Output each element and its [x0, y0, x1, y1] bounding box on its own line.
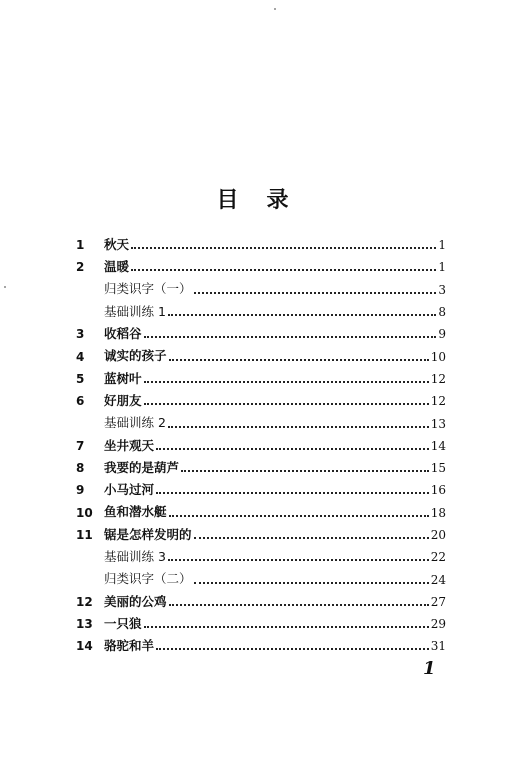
toc-entry-page: 1	[438, 238, 446, 253]
dot-leader	[156, 448, 429, 450]
toc-entry	[104, 551, 446, 564]
toc-entry-page: 9	[438, 327, 446, 342]
toc-entry-page: 10	[430, 349, 446, 364]
dot-leader	[168, 559, 429, 561]
toc-entry-page: 15	[430, 461, 446, 476]
toc-entry-number: 4	[76, 349, 85, 364]
toc-entry-page: 14	[430, 438, 446, 453]
toc-entry-page: 3	[438, 282, 446, 297]
page-number: 1	[423, 658, 436, 679]
toc-entry	[104, 573, 446, 586]
toc-entry-title: 基础训练 1	[104, 303, 166, 319]
toc-entry-page: 13	[430, 416, 446, 431]
toc-row[interactable]	[76, 457, 446, 479]
toc-row[interactable]	[76, 502, 446, 524]
toc-entry-page: 31	[430, 639, 446, 654]
toc-entry-title: 归类识字（一）	[104, 281, 192, 297]
toc-row[interactable]	[76, 256, 446, 278]
dot-leader	[131, 269, 436, 271]
toc-entry	[104, 437, 446, 453]
toc-entry-title: 锯是怎样发明的	[104, 526, 192, 542]
toc-entry-title: 坐井观天	[104, 437, 155, 453]
toc-entry-page: 16	[430, 483, 446, 498]
toc-entry-number: 5	[76, 371, 85, 386]
toc-entry-page: 20	[430, 528, 446, 542]
toc-entry-number: 14	[76, 639, 93, 654]
toc-row[interactable]	[76, 591, 446, 613]
toc-entry-title: 基础训练 3	[104, 549, 166, 565]
toc-row[interactable]	[76, 301, 446, 323]
toc-entry-page: 12	[430, 394, 446, 409]
toc-entry-page: 1	[438, 260, 446, 275]
toc-entry-title: 秋天	[104, 236, 130, 252]
toc-entry	[104, 370, 446, 386]
toc-entry-title: 温暖	[104, 259, 130, 275]
toc-row[interactable]	[76, 635, 446, 657]
toc-entry	[104, 506, 446, 519]
dot-leader	[156, 492, 429, 494]
toc-entry-title: 骆驼和羊	[104, 638, 155, 654]
dot-leader	[194, 582, 429, 584]
toc-entry-title: 美丽的公鸡	[104, 593, 167, 609]
toc-entry	[104, 593, 446, 609]
dot-leader	[169, 604, 429, 606]
toc-row[interactable]	[76, 345, 446, 367]
scan-speck	[274, 8, 276, 10]
toc-entry-page: 22	[430, 550, 446, 565]
toc-entry	[104, 640, 446, 653]
table-of-contents	[76, 234, 446, 658]
toc-entry	[104, 283, 446, 296]
toc-entry	[104, 261, 446, 274]
toc-row[interactable]	[76, 479, 446, 501]
toc-entry-page: 12	[430, 371, 446, 386]
dot-leader	[168, 314, 436, 316]
toc-row[interactable]	[76, 412, 446, 434]
toc-entry-number: 13	[76, 617, 93, 632]
toc-row[interactable]	[76, 568, 446, 590]
toc-entry-number: 12	[76, 594, 93, 609]
toc-entry	[104, 328, 446, 341]
page-title: 目录	[216, 188, 317, 213]
toc-entry-page: 18	[430, 505, 446, 520]
toc-row[interactable]	[76, 546, 446, 568]
scan-speck	[4, 286, 6, 288]
dot-leader	[144, 336, 437, 338]
toc-entry	[104, 484, 446, 497]
toc-row[interactable]	[76, 279, 446, 301]
toc-entry-page: 24	[430, 572, 446, 587]
toc-entry	[104, 303, 446, 320]
toc-entry	[104, 615, 446, 632]
toc-row[interactable]	[76, 323, 446, 345]
toc-entry-title: 诚实的孩子	[104, 348, 167, 364]
toc-row[interactable]	[76, 234, 446, 256]
toc-entry-number: 10	[76, 505, 93, 520]
toc-row[interactable]	[76, 524, 446, 546]
dot-leader	[131, 247, 436, 249]
toc-row[interactable]	[76, 435, 446, 457]
toc-entry-number: 7	[76, 438, 85, 453]
toc-row[interactable]	[76, 390, 446, 412]
toc-entry-number: 6	[76, 394, 85, 409]
toc-entry-title: 我要的是葫芦	[104, 459, 180, 475]
toc-entry-number: 8	[76, 461, 85, 476]
dot-leader	[144, 403, 429, 405]
toc-entry-title: 归类识字（二）	[104, 571, 192, 587]
dot-leader	[168, 426, 429, 428]
toc-entry-number: 3	[76, 327, 85, 342]
dot-leader	[194, 292, 437, 294]
toc-entry-number: 9	[76, 483, 85, 498]
toc-entry-number: 2	[76, 260, 85, 275]
dot-leader	[144, 626, 429, 628]
toc-entry	[104, 392, 446, 409]
toc-entry	[104, 236, 446, 253]
dot-leader	[156, 648, 429, 650]
toc-row[interactable]	[76, 613, 446, 635]
toc-entry-title: 鱼和潜水艇	[104, 504, 167, 520]
toc-entry-title: 小马过河	[104, 482, 155, 498]
toc-entry-title: 蓝树叶	[104, 370, 142, 386]
toc-entry-number: 1	[76, 238, 85, 253]
toc-entry-title: 基础训练 2	[104, 415, 166, 431]
toc-entry-page: 29	[430, 617, 446, 632]
dot-leader	[194, 537, 429, 539]
toc-entry	[104, 350, 446, 363]
toc-entry	[104, 417, 446, 430]
dot-leader	[169, 359, 429, 361]
toc-entry-page: 8	[438, 305, 446, 320]
toc-entry-title: 收稻谷	[104, 326, 142, 342]
dot-leader	[169, 515, 429, 517]
dot-leader	[181, 470, 429, 472]
toc-entry-title: 一只狼	[104, 615, 142, 631]
toc-entry-page: 27	[430, 594, 446, 609]
toc-entry	[104, 459, 446, 476]
toc-entry-title: 好朋友	[104, 392, 142, 408]
dot-leader	[144, 381, 429, 383]
toc-entry	[104, 526, 446, 542]
toc-entry-number: 11	[76, 528, 93, 542]
toc-row[interactable]	[76, 368, 446, 390]
